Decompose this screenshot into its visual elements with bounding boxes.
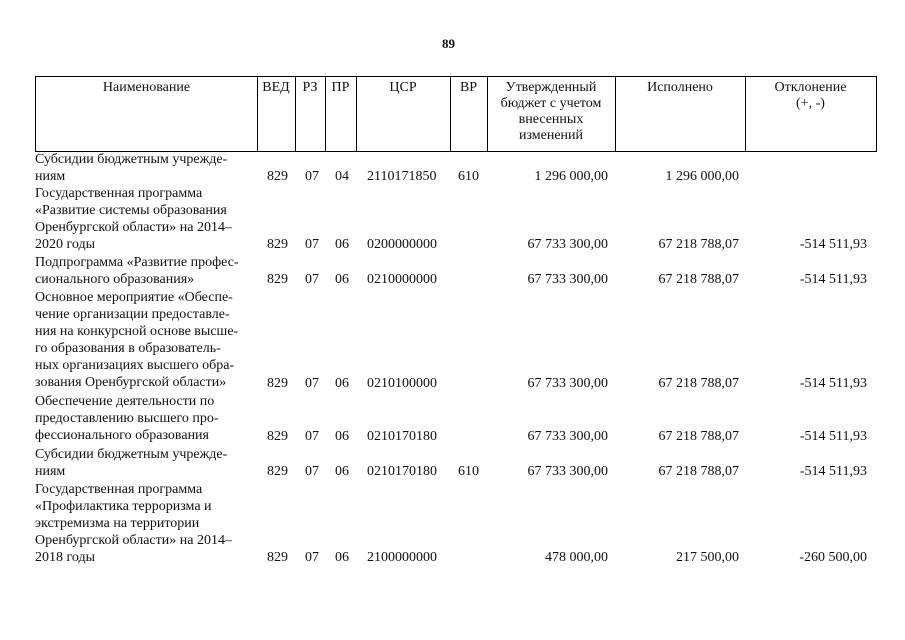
header-budget-line: изменений — [518, 128, 584, 143]
cell-csr: 0210170180 — [367, 464, 437, 479]
cell-ved: 829 — [267, 169, 288, 184]
cell-executed: 217 500,00 — [676, 550, 739, 565]
row-name-line: Обеспечение деятельности по — [35, 394, 215, 409]
cell-ved: 829 — [267, 550, 288, 565]
cell-deviation: -260 500,00 — [799, 550, 867, 565]
header-pr: ПР — [331, 80, 350, 95]
cell-budget: 67 733 300,00 — [527, 376, 608, 391]
row-name-line: Субсидии бюджетным учрежде- — [35, 152, 228, 167]
cell-budget: 67 733 300,00 — [527, 272, 608, 287]
cell-budget: 478 000,00 — [545, 550, 608, 565]
row-name-line: экстремизма на территории — [35, 516, 200, 531]
row-name-line: сионального образования» — [35, 272, 195, 287]
cell-vr: 610 — [458, 464, 479, 479]
cell-csr: 0210000000 — [367, 272, 437, 287]
cell-pr: 06 — [335, 237, 349, 252]
cell-pr: 06 — [335, 464, 349, 479]
cell-deviation: -514 511,93 — [799, 237, 867, 252]
cell-vr: 610 — [458, 169, 479, 184]
header-ved: ВЕД — [262, 80, 290, 95]
cell-csr: 0200000000 — [367, 237, 437, 252]
row-name-line: 2020 годы — [35, 237, 96, 252]
cell-executed: 67 218 788,07 — [658, 272, 739, 287]
header-deviation-line: Отклонение — [774, 80, 847, 95]
row-name-line: Оренбургской области» на 2014– — [35, 533, 232, 548]
cell-rz: 07 — [305, 376, 319, 391]
page-number: 89 — [442, 36, 455, 51]
cell-budget: 1 296 000,00 — [534, 169, 608, 184]
cell-executed: 67 218 788,07 — [658, 376, 739, 391]
row-name-line: чение организации предоставле- — [35, 307, 230, 322]
row-name-line: 2018 годы — [35, 550, 96, 565]
row-name-line: «Развитие системы образования — [35, 203, 227, 218]
cell-rz: 07 — [305, 464, 319, 479]
cell-ved: 829 — [267, 376, 288, 391]
row-name-line: Субсидии бюджетным учрежде- — [35, 447, 228, 462]
cell-ved: 829 — [267, 272, 288, 287]
cell-budget: 67 733 300,00 — [527, 237, 608, 252]
cell-pr: 06 — [335, 550, 349, 565]
row-name-line: го образования в образователь- — [35, 341, 221, 356]
cell-rz: 07 — [305, 550, 319, 565]
cell-csr: 2110171850 — [367, 169, 437, 184]
cell-ved: 829 — [267, 237, 288, 252]
row-name-line: Государственная программа — [35, 186, 203, 201]
header-rz: РЗ — [302, 80, 318, 95]
row-name — [35, 446, 227, 480]
cell-deviation: -514 511,93 — [799, 376, 867, 391]
row-name — [35, 151, 227, 185]
cell-ved: 829 — [267, 429, 288, 444]
header-executed: Исполнено — [647, 80, 713, 95]
cell-csr: 0210170180 — [367, 429, 437, 444]
cell-rz: 07 — [305, 237, 319, 252]
row-name-line: ниям — [35, 464, 66, 479]
cell-deviation: -514 511,93 — [799, 429, 867, 444]
cell-rz: 07 — [305, 169, 319, 184]
header-vr: ВР — [459, 80, 478, 95]
header-budget-line: внесенных — [518, 112, 584, 127]
cell-executed: 67 218 788,07 — [658, 464, 739, 479]
row-name-line: Подпрограмма «Развитие профес- — [35, 255, 239, 270]
row-name-line: «Профилактика терроризма и — [35, 499, 212, 514]
cell-pr: 06 — [335, 376, 349, 391]
row-name-line: Оренбургской области» на 2014– — [35, 220, 232, 235]
row-name — [35, 393, 219, 444]
cell-budget: 67 733 300,00 — [527, 464, 608, 479]
header-deviation — [745, 80, 876, 112]
row-name — [35, 254, 239, 288]
table-header — [35, 76, 877, 152]
row-name-line: предоставлению высшего про- — [35, 411, 219, 426]
row-name — [35, 481, 232, 566]
cell-executed: 67 218 788,07 — [658, 237, 739, 252]
row-name-line: ных организациях высшего обра- — [35, 358, 235, 373]
cell-rz: 07 — [305, 429, 319, 444]
cell-deviation: -514 511,93 — [799, 272, 867, 287]
cell-pr: 06 — [335, 429, 349, 444]
cell-deviation: -514 511,93 — [799, 464, 867, 479]
cell-pr: 04 — [335, 169, 349, 184]
row-name-line: фессионального образования — [35, 428, 209, 443]
row-name — [35, 289, 238, 391]
cell-executed: 67 218 788,07 — [658, 429, 739, 444]
header-deviation-line: (+, -) — [796, 96, 825, 111]
row-name-line: Основное мероприятие «Обеспе- — [35, 290, 233, 305]
header-budget-line: Утвержденный — [505, 80, 597, 95]
header-budget — [487, 80, 615, 144]
row-name-line: ниям — [35, 169, 66, 184]
cell-pr: 06 — [335, 272, 349, 287]
row-name-line: Государственная программа — [35, 482, 203, 497]
header-csr: ЦСР — [389, 80, 417, 95]
cell-rz: 07 — [305, 272, 319, 287]
row-name — [35, 185, 232, 253]
header-name: Наименование — [102, 80, 191, 95]
header-budget-line: бюджет с учетом — [500, 96, 602, 111]
row-name-line: ния на конкурсной основе высше- — [35, 324, 239, 339]
cell-csr: 2100000000 — [367, 550, 437, 565]
cell-ved: 829 — [267, 464, 288, 479]
cell-budget: 67 733 300,00 — [527, 429, 608, 444]
cell-csr: 0210100000 — [367, 376, 437, 391]
row-name-line: зования Оренбургской области» — [35, 375, 227, 390]
cell-executed: 1 296 000,00 — [665, 169, 739, 184]
